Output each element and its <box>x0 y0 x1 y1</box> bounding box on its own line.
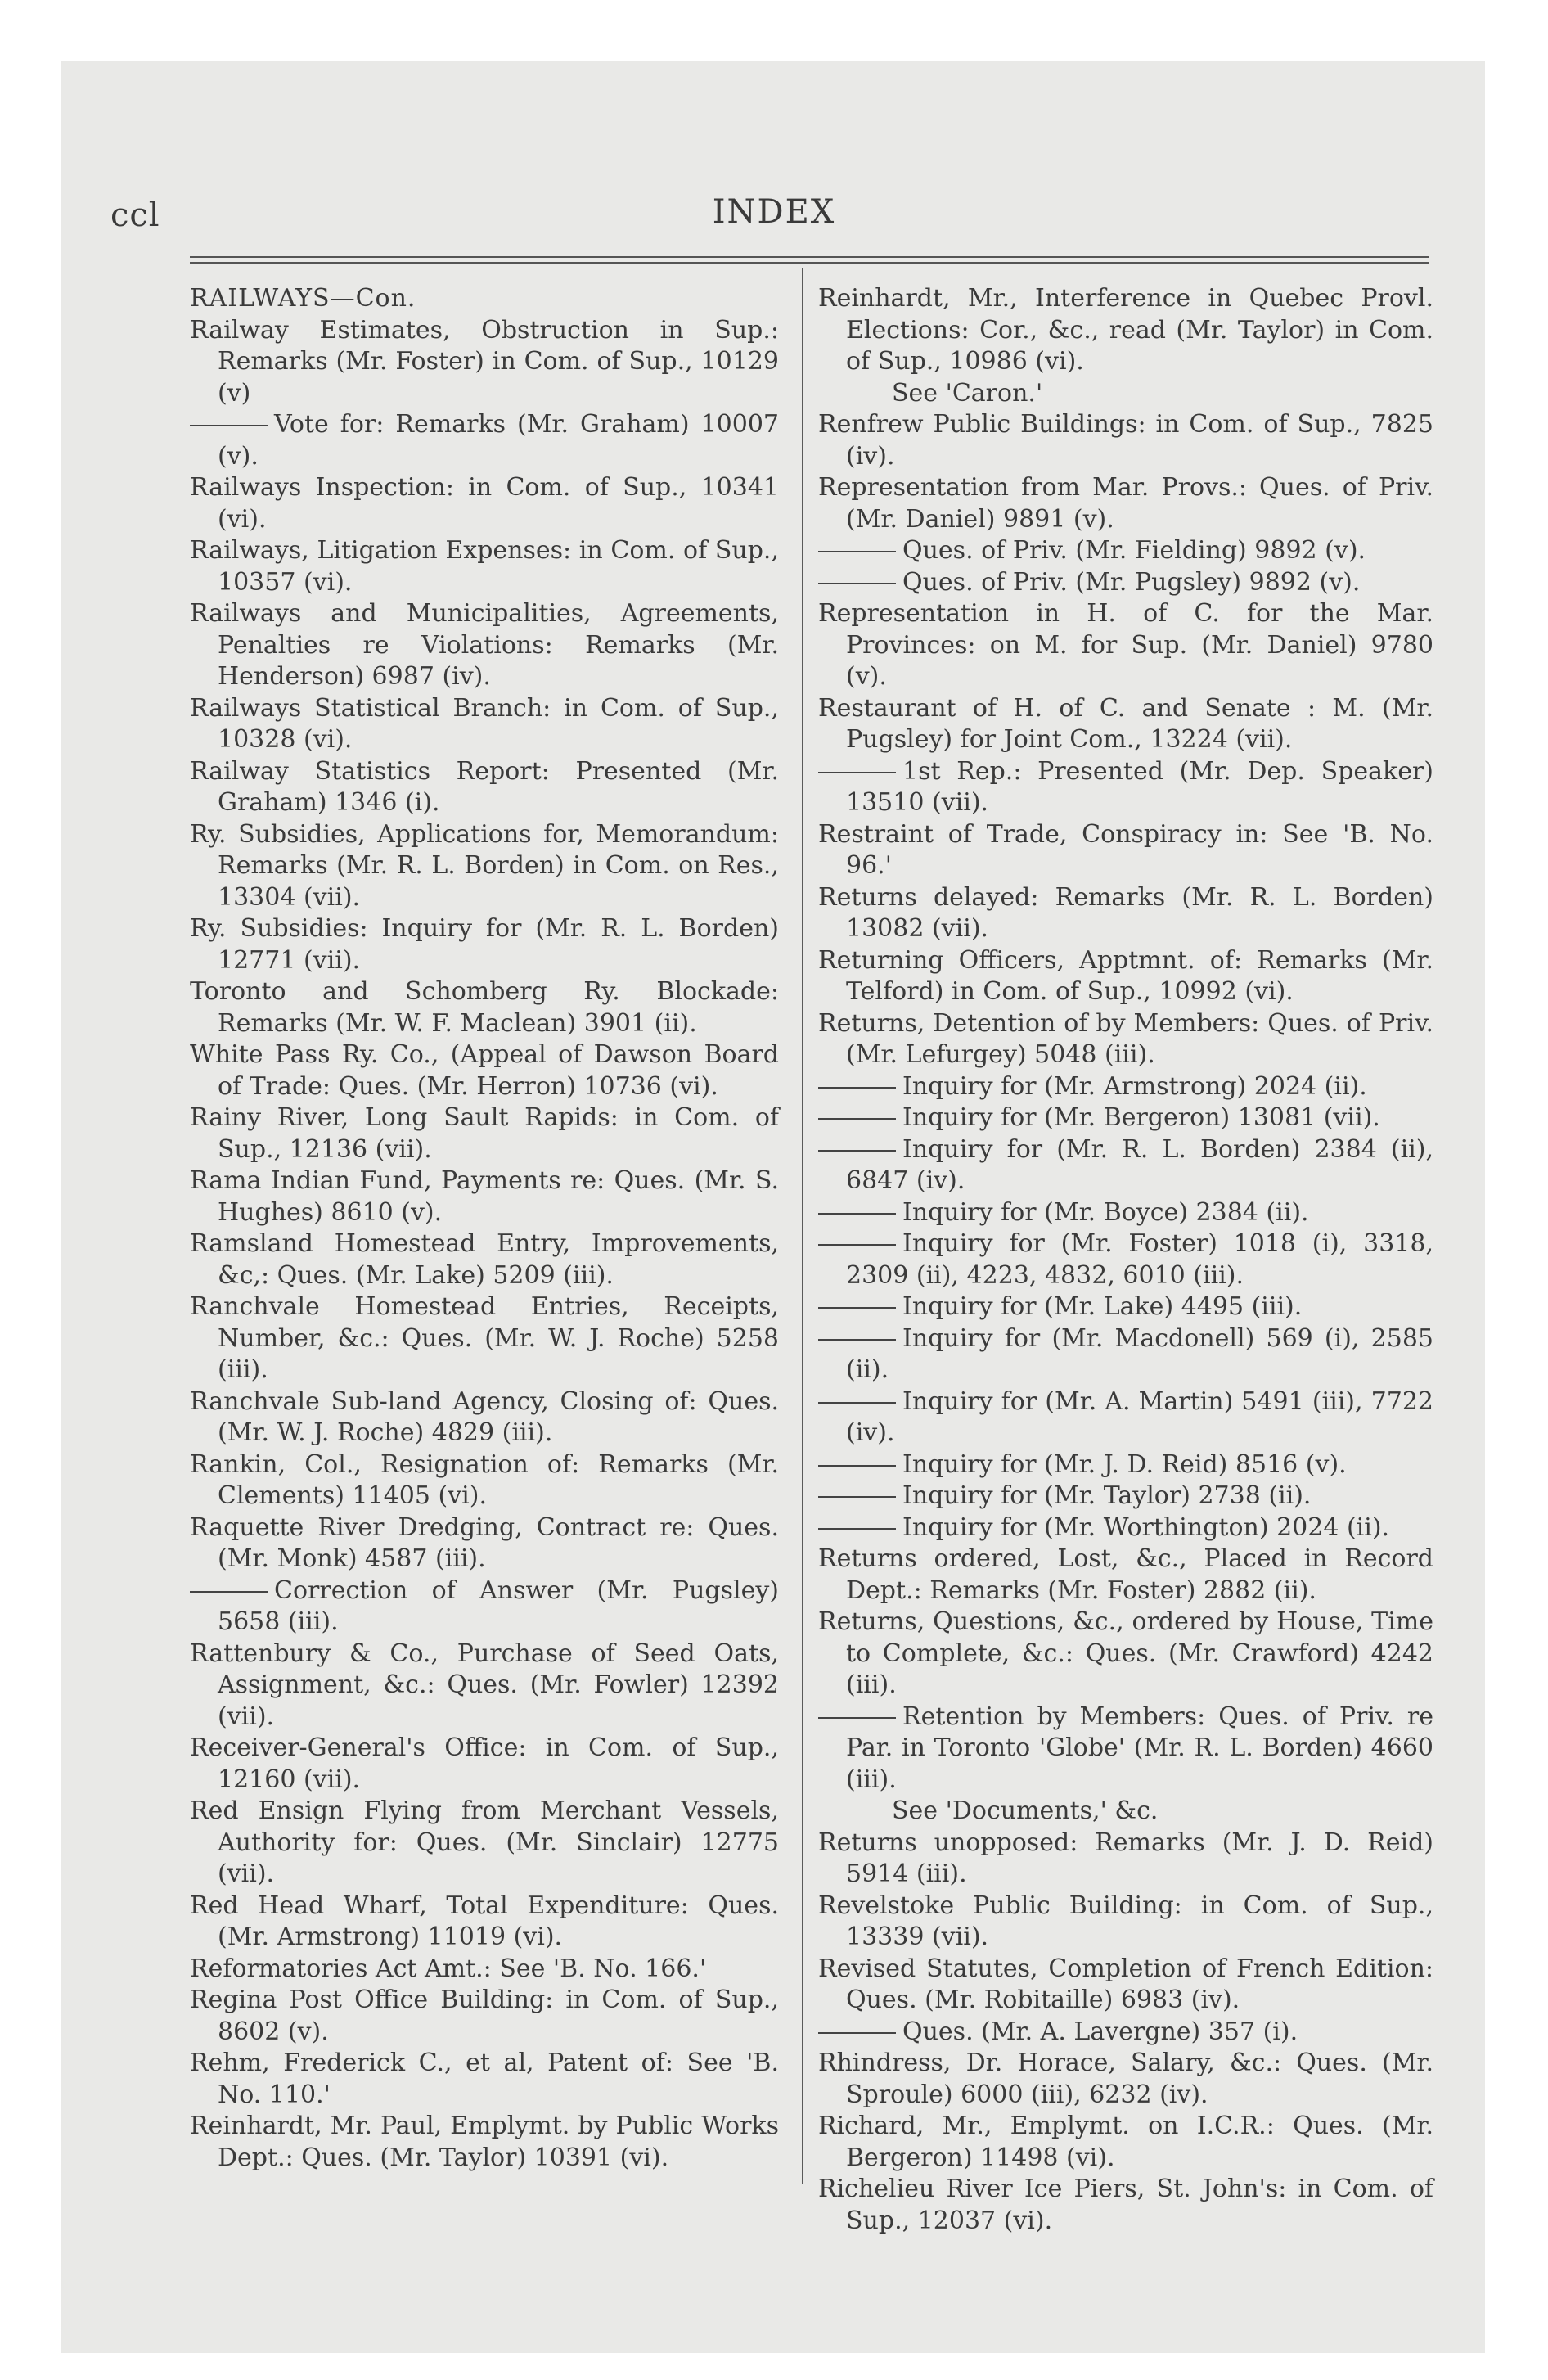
index-column-left <box>190 283 779 2174</box>
index-entry-text: Railway Statistics Report: Presented (Mr. Graham) 1346 (i). <box>190 756 779 817</box>
index-entry <box>818 1796 1433 1828</box>
index-entry <box>818 1071 1433 1103</box>
index-entry-text: See 'Documents,' &c. <box>892 1796 1159 1825</box>
index-entry-text: Red Head Wharf, Total Expenditure: Ques. (Mr. Armstrong) 11019 (vi). <box>190 1891 779 1951</box>
ditto-dash <box>818 1402 896 1404</box>
index-entry <box>818 1228 1433 1291</box>
index-entry <box>818 1702 1433 1796</box>
index-entry <box>190 756 779 819</box>
index-entry <box>818 2111 1433 2174</box>
index-entry-text: Returns unopposed: Remarks (Mr. J. D. Reid) 5914 (iii). <box>818 1828 1433 1888</box>
ditto-dash <box>818 1528 896 1530</box>
page-title: INDEX <box>712 193 836 231</box>
index-entry-text: White Pass Ry. Co., (Appeal of Dawson Board of Trade: Ques. (Mr. Herron) 10736 (vi). <box>190 1040 779 1101</box>
index-entry <box>190 472 779 535</box>
index-entry <box>818 598 1433 693</box>
index-entry-text: Ranchvale Sub-land Agency, Closing of: Ques. (Mr. W. J. Roche) 4829 (iii). <box>190 1386 779 1447</box>
index-entry <box>190 598 779 693</box>
index-entry <box>818 1607 1433 1702</box>
index-entry-text: Richelieu River Ice Piers, St. John's: in Com. of Sup., 12037 (vi). <box>818 2175 1433 2235</box>
index-entry-text: Railways and Municipalities, Agreements, Penalties re Violations: Remarks (Mr. Henderson) 6987 (iv). <box>190 599 779 691</box>
index-entry-text: Returns ordered, Lost, &c., Placed in Record Dept.: Remarks (Mr. Foster) 2882 (ii). <box>818 1544 1433 1605</box>
index-entry <box>190 535 779 598</box>
index-entry <box>818 567 1433 599</box>
index-entry <box>818 882 1433 945</box>
index-entry-text: Rhindress, Dr. Horace, Salary, &c.: Ques. (Mr. Sproule) 6000 (iii), 6232 (iv). <box>818 2049 1433 2109</box>
index-entry <box>190 1291 779 1386</box>
index-entry-text: Ry. Subsidies, Applications for, Memorandum: Remarks (Mr. R. L. Borden) in Com. on Res., 13304 (vii). <box>190 819 779 912</box>
index-entry-text: Rankin, Col., Resignation of: Remarks (Mr. Clements) 11405 (vi). <box>190 1449 779 1510</box>
index-entry-text: Inquiry for (Mr. Bergeron) 13081 (vii). <box>902 1103 1380 1132</box>
page-folio: ccl <box>110 196 160 234</box>
index-entry-text: Raquette River Dredging, Contract re: Ques. (Mr. Monk) 4587 (iii). <box>190 1512 779 1573</box>
index-entry <box>818 1102 1433 1134</box>
index-entry-text: Inquiry for (Mr. R. L. Borden) 2384 (ii), 6847 (iv). <box>846 1134 1433 1195</box>
index-entry-text: Rattenbury & Co., Purchase of Seed Oats, Assignment, &c.: Ques. (Mr. Fowler) 12392 (vii). <box>190 1639 779 1731</box>
index-entry <box>190 1639 779 1733</box>
ditto-dash <box>818 1244 896 1246</box>
ditto-dash <box>190 425 268 426</box>
index-entry <box>818 2174 1433 2237</box>
index-entry <box>190 976 779 1039</box>
index-entry-text: Retention by Members: Ques. of Priv. re Par. in Toronto 'Globe' (Mr. R. L. Borden) 4660 (iii). <box>846 1702 1433 1794</box>
index-entry <box>818 1386 1433 1449</box>
index-entry <box>190 1165 779 1228</box>
index-entry-text: 1st Rep.: Presented (Mr. Dep. Speaker) 13510 (vii). <box>846 756 1433 817</box>
index-entry-text: Ques. of Priv. (Mr. Fielding) 9892 (v). <box>902 536 1366 565</box>
index-entry <box>190 693 779 756</box>
index-entry <box>818 535 1433 567</box>
index-entry-text: Ranchvale Homestead Entries, Receipts, Number, &c.: Ques. (Mr. W. J. Roche) 5258 (iii). <box>190 1292 779 1384</box>
index-entry <box>818 1449 1433 1481</box>
ditto-dash <box>818 1213 896 1215</box>
ditto-dash <box>818 1307 896 1309</box>
index-entry-text: Vote for: Remarks (Mr. Graham) 10007 (v). <box>218 410 779 471</box>
index-entry-text: Regina Post Office Building: in Com. of Sup., 8602 (v). <box>190 1986 779 2046</box>
index-entry-text: Railways Statistical Branch: in Com. of Sup., 10328 (vi). <box>190 693 779 754</box>
index-entry <box>818 409 1433 472</box>
index-entry-text: Railways Inspection: in Com. of Sup., 10341 (vi). <box>190 473 779 534</box>
index-entry-text: Receiver-General's Office: in Com. of Sup., 12160 (vii). <box>190 1733 779 1794</box>
index-entry-text: Returning Officers, Apptmnt. of: Remarks (Mr. Telford) in Com. of Sup., 10992 (vi). <box>818 945 1433 1006</box>
index-entry <box>818 2048 1433 2111</box>
index-entry <box>190 1891 779 1954</box>
ditto-dash <box>818 1339 896 1341</box>
index-entry <box>818 1008 1433 1071</box>
index-entry <box>190 315 779 410</box>
ditto-dash <box>818 1496 896 1498</box>
index-entry-text: Ry. Subsidies: Inquiry for (Mr. R. L. Borden) 12771 (vii). <box>190 914 779 975</box>
index-entry-text: Representation from Mar. Provs.: Ques. of Priv. (Mr. Daniel) 9891 (v). <box>818 473 1433 534</box>
index-entry-text: Rainy River, Long Sault Rapids: in Com. of Sup., 12136 (vii). <box>190 1103 779 1164</box>
index-entry <box>190 1985 779 2048</box>
index-entry-text: Inquiry for (Mr. Macdonell) 569 (i), 2585 (ii). <box>846 1323 1433 1384</box>
index-entry-text: Ques. (Mr. A. Lavergne) 357 (i). <box>902 2017 1298 2046</box>
column-divider <box>802 268 803 2184</box>
index-entry-text: Ramsland Homestead Entry, Improvements, &c,: Ques. (Mr. Lake) 5209 (iii). <box>190 1229 779 1290</box>
index-entry-text: Reformatories Act Amt.: See 'B. No. 166.' <box>190 1954 707 1983</box>
index-entry <box>818 1891 1433 1954</box>
index-entry-text: Returns delayed: Remarks (Mr. R. L. Borden) 13082 (vii). <box>818 882 1433 943</box>
index-entry <box>190 1575 779 1639</box>
index-entry <box>818 1197 1433 1229</box>
index-entry-text: RAILWAYS—Con. <box>190 284 416 313</box>
index-entry-text: Revised Statutes, Completion of French Edition: Ques. (Mr. Robitaille) 6983 (iv). <box>818 1954 1433 2014</box>
index-entry <box>818 283 1433 378</box>
index-entry <box>190 1512 779 1575</box>
index-entry-text: Inquiry for (Mr. Armstrong) 2024 (ii). <box>902 1071 1367 1101</box>
index-entry <box>818 378 1433 410</box>
ditto-dash <box>818 551 896 552</box>
index-entry-text: Inquiry for (Mr. Boyce) 2384 (ii). <box>902 1197 1309 1227</box>
ditto-dash <box>818 772 896 773</box>
ditto-dash <box>190 1591 268 1593</box>
index-entry <box>818 2017 1433 2049</box>
index-entry-text: Representation in H. of C. for the Mar. Provinces: on M. for Sup. (Mr. Daniel) 9780 (v). <box>818 599 1433 691</box>
header-rule <box>190 256 1429 258</box>
index-entry-text: Railway Estimates, Obstruction in Sup.: Remarks (Mr. Foster) in Com. of Sup., 10129 (v) <box>190 315 779 408</box>
index-entry-text: Restaurant of H. of C. and Senate : M. (Mr. Pugsley) for Joint Com., 13224 (vii). <box>818 693 1433 754</box>
index-entry <box>818 1512 1433 1544</box>
index-entry-text: Inquiry for (Mr. Worthington) 2024 (ii). <box>902 1512 1390 1542</box>
index-entry-text: Renfrew Public Buildings: in Com. of Sup., 7825 (iv). <box>818 410 1433 471</box>
index-entry <box>190 1228 779 1291</box>
index-entry-text: Reinhardt, Mr. Paul, Emplymt. by Public Works Dept.: Ques. (Mr. Taylor) 10391 (vi). <box>190 2112 779 2172</box>
index-entry <box>818 1481 1433 1512</box>
index-entry-text: Rehm, Frederick C., et al, Patent of: See 'B. No. 110.' <box>190 2049 779 2109</box>
index-entry-text: Returns, Questions, &c., ordered by House, Time to Complete, &c.: Ques. (Mr. Crawford) 4242 (iii). <box>818 1607 1433 1699</box>
header-rule-double <box>190 262 1429 264</box>
index-entry <box>190 2111 779 2174</box>
index-entry <box>818 945 1433 1008</box>
index-entry <box>190 1102 779 1165</box>
index-entry <box>818 756 1433 819</box>
index-entry <box>190 1796 779 1891</box>
index-entry <box>818 1544 1433 1607</box>
index-entry-text: Toronto and Schomberg Ry. Blockade: Remarks (Mr. W. F. Maclean) 3901 (ii). <box>190 977 779 1038</box>
index-entry-text: Railways, Litigation Expenses: in Com. of Sup., 10357 (vi). <box>190 536 779 597</box>
index-column-right <box>818 283 1433 2237</box>
index-entry <box>190 1954 779 1986</box>
index-entry <box>190 1039 779 1102</box>
index-entry <box>190 1733 779 1796</box>
ditto-dash <box>818 1118 896 1120</box>
index-entry <box>818 1134 1433 1197</box>
index-entry <box>818 1323 1433 1386</box>
index-entry <box>190 1386 779 1449</box>
index-entry <box>818 693 1433 756</box>
index-entry <box>190 2048 779 2111</box>
index-entry-text: Inquiry for (Mr. Lake) 4495 (iii). <box>902 1292 1303 1321</box>
index-entry <box>190 409 779 472</box>
index-entry <box>818 1828 1433 1891</box>
index-entry-text: Rama Indian Fund, Payments re: Ques. (Mr. S. Hughes) 8610 (v). <box>190 1166 779 1227</box>
index-entry-text: Restraint of Trade, Conspiracy in: See 'B. No. 96.' <box>818 819 1433 880</box>
index-entry <box>190 913 779 976</box>
index-entry-text: Ques. of Priv. (Mr. Pugsley) 9892 (v). <box>902 567 1361 597</box>
index-entry-text: Revelstoke Public Building: in Com. of Sup., 13339 (vii). <box>818 1891 1433 1951</box>
index-entry-text: Returns, Detention of by Members: Ques. of Priv. (Mr. Lefurgey) 5048 (iii). <box>818 1008 1433 1069</box>
index-entry-text: Reinhardt, Mr., Interference in Quebec Provl. Elections: Cor., &c., read (Mr. Taylor) in Com. of Sup., 10986 (vi). <box>818 284 1433 376</box>
index-entry <box>818 1954 1433 2017</box>
index-entry-text: Richard, Mr., Emplymt. on I.C.R.: Ques. (Mr. Bergeron) 11498 (vi). <box>818 2112 1433 2172</box>
index-entry-text: Inquiry for (Mr. Taylor) 2738 (ii). <box>902 1481 1312 1510</box>
index-entry <box>190 819 779 914</box>
index-entry <box>818 819 1433 882</box>
index-entry-text: Inquiry for (Mr. A. Martin) 5491 (iii), 7722 (iv). <box>846 1386 1433 1447</box>
index-entry-text: See 'Caron.' <box>892 378 1043 408</box>
index-entry-text: Correction of Answer (Mr. Pugsley) 5658 (iii). <box>218 1575 779 1636</box>
index-entry-text: Red Ensign Flying from Merchant Vessels, Authority for: Ques. (Mr. Sinclair) 12775 (vii). <box>190 1796 779 1888</box>
ditto-dash <box>818 1087 896 1089</box>
ditto-dash <box>818 1465 896 1467</box>
index-entry <box>190 1449 779 1512</box>
index-entry-text: Inquiry for (Mr. J. D. Reid) 8516 (v). <box>902 1449 1347 1479</box>
index-entry <box>818 1291 1433 1323</box>
ditto-dash <box>818 583 896 584</box>
ditto-dash <box>818 2032 896 2034</box>
ditto-dash <box>818 1717 896 1719</box>
section-heading <box>190 283 779 315</box>
index-entry <box>818 472 1433 535</box>
index-entry-text: Inquiry for (Mr. Foster) 1018 (i), 3318, 2309 (ii), 4223, 4832, 6010 (iii). <box>846 1229 1433 1290</box>
ditto-dash <box>818 1150 896 1152</box>
